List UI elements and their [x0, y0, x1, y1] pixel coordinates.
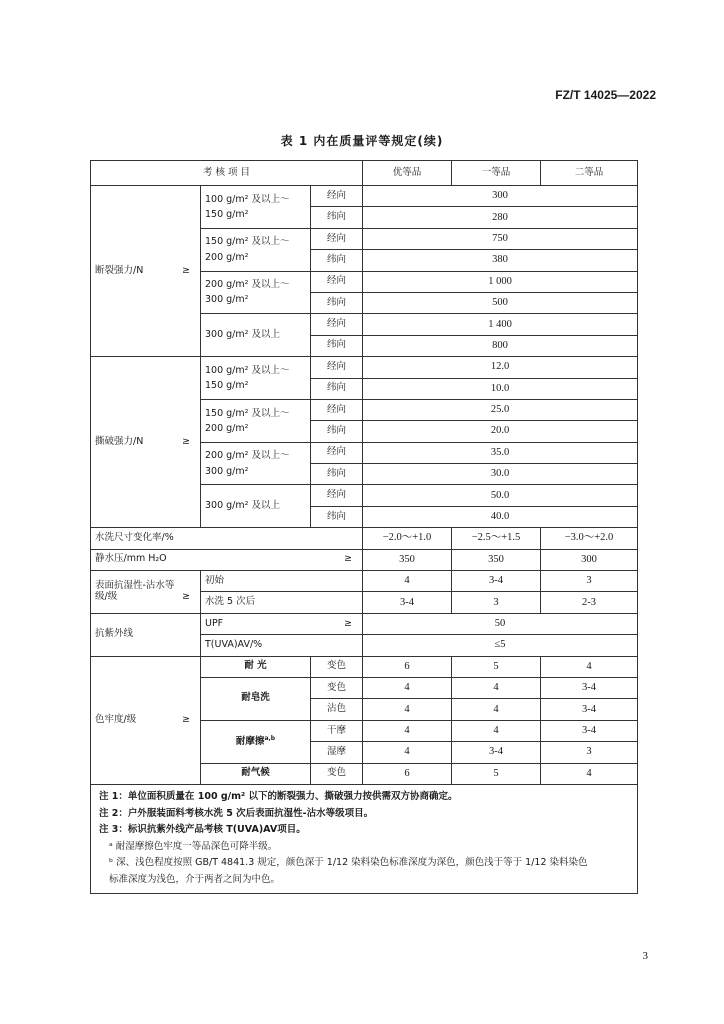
surface-initial-second: 3: [541, 571, 638, 592]
hydrostatic-label: 静水压/mm H₂O: [95, 553, 167, 565]
breaking-ge: ≥: [182, 264, 190, 276]
rub-wet-label: 湿摩: [311, 742, 363, 763]
surface-ge: ≥: [182, 590, 190, 602]
light-excellent: 6: [363, 656, 452, 677]
hydrostatic-first: 350: [452, 549, 541, 570]
uv-tuva-value: ≤5: [363, 635, 638, 656]
rub-dry-first: 4: [452, 720, 541, 741]
breaking-range-1: 100 g/m² 及以上～ 150 g/m²: [201, 186, 311, 229]
direction-weft: 纬向: [311, 292, 363, 313]
light-change: 变色: [311, 656, 363, 677]
quality-table: [90, 160, 638, 894]
table-row: [91, 613, 638, 634]
soap-change-excellent: 4: [363, 677, 452, 698]
soap-stain-second: 3-4: [541, 699, 638, 720]
direction-warp: 经向: [311, 442, 363, 463]
soap-change-second: 3-4: [541, 677, 638, 698]
notes-row: [91, 784, 638, 893]
uv-tuva-label: T(UVA)AV/%: [201, 635, 363, 656]
table-row: [91, 186, 638, 207]
table-row: [91, 357, 638, 378]
direction-warp: 经向: [311, 314, 363, 335]
rub-label: 耐摩擦: [235, 735, 265, 747]
rub-wet-first: 3-4: [452, 742, 541, 763]
direction-weft: 纬向: [311, 464, 363, 485]
surface-label-line2: 级/级: [95, 590, 118, 602]
uv-upf-value: 50: [363, 613, 638, 634]
surface-initial-label: 初始: [201, 571, 363, 592]
rub-cell: [201, 720, 311, 763]
light-label: 耐 光: [201, 656, 311, 677]
footnote-b-line2: 标准深度为浅色，介于两者之间为中色。: [109, 874, 281, 886]
notes-cell: [91, 784, 638, 893]
uv-upf-ge: ≥: [344, 617, 352, 629]
direction-weft: 纬向: [311, 421, 363, 442]
value-cell: 12.0: [363, 357, 638, 378]
value-cell: 1 400: [363, 314, 638, 335]
tearing-ge: ≥: [182, 435, 190, 447]
weather-change: 变色: [311, 763, 363, 784]
uv-upf-label: UPF: [205, 617, 224, 629]
header-item: 考 核 项 目: [91, 161, 363, 186]
rub-dry-label: 干摩: [311, 720, 363, 741]
colorfastness-label: 色牢度/级: [95, 713, 137, 725]
direction-warp: 经向: [311, 357, 363, 378]
surface-initial-first: 3-4: [452, 571, 541, 592]
page-number: 3: [642, 950, 648, 962]
shrinkage-label: 水洗尺寸变化率/%: [91, 528, 363, 549]
direction-weft: 纬向: [311, 506, 363, 527]
footnote-b-line1: ᵇ 深、浅色程度按照 GB/T 4841.3 规定，颜色深于 1/12 染料染色标准深度为深色，颜色浅于等于 1/12 染料染色: [109, 857, 588, 869]
shrinkage-excellent: −2.0～+1.0: [363, 528, 452, 549]
direction-weft: 纬向: [311, 207, 363, 228]
tearing-category: [91, 357, 201, 528]
rub-dry-excellent: 4: [363, 720, 452, 741]
hydrostatic-excellent: 350: [363, 549, 452, 570]
value-cell: 1 000: [363, 271, 638, 292]
breaking-range-4: 300 g/m² 及以上: [201, 314, 311, 357]
note-2: 注 2：户外服装面料考核水洗 5 次后表面抗湿性-沾水等级项目。: [99, 807, 374, 819]
surface-label-line1: 表面抗湿性-沾水等: [95, 580, 175, 591]
tearing-label: 撕破强力/N: [95, 435, 144, 447]
hydrostatic-ge: ≥: [344, 553, 352, 565]
value-cell: 280: [363, 207, 638, 228]
breaking-category: [91, 186, 201, 357]
soap-change-label: 变色: [311, 677, 363, 698]
rub-dry-second: 3-4: [541, 720, 638, 741]
table-row: [91, 528, 638, 549]
table-row: [91, 656, 638, 677]
direction-weft: 纬向: [311, 250, 363, 271]
note-3: 注 3：标识抗紫外线产品考核 T(UVA)AV项目。: [99, 824, 306, 836]
light-first: 5: [452, 656, 541, 677]
weather-second: 4: [541, 763, 638, 784]
rub-footnote-mark: a,b: [264, 734, 276, 742]
light-second: 4: [541, 656, 638, 677]
value-cell: 380: [363, 250, 638, 271]
soap-stain-first: 4: [452, 699, 541, 720]
value-cell: 40.0: [363, 506, 638, 527]
surface-after-wash-excellent: 3-4: [363, 592, 452, 613]
breaking-range-3: 200 g/m² 及以上～ 300 g/m²: [201, 271, 311, 314]
hydrostatic-category: [91, 549, 363, 570]
value-cell: 800: [363, 335, 638, 356]
soap-change-first: 4: [452, 677, 541, 698]
header-first: 一等品: [452, 161, 541, 186]
table-row: [91, 549, 638, 570]
direction-warp: 经向: [311, 485, 363, 506]
table-title: 表 1 内在质量评等规定(续): [280, 134, 444, 148]
direction-warp: 经向: [311, 228, 363, 249]
value-cell: 300: [363, 186, 638, 207]
breaking-range-2: 150 g/m² 及以上～ 200 g/m²: [201, 228, 311, 271]
breaking-label: 断裂强力/N: [95, 264, 144, 276]
direction-warp: 经向: [311, 186, 363, 207]
shrinkage-second: −3.0～+2.0: [541, 528, 638, 549]
value-cell: 35.0: [363, 442, 638, 463]
shrinkage-first: −2.5～+1.5: [452, 528, 541, 549]
soap-stain-excellent: 4: [363, 699, 452, 720]
tearing-range-3: 200 g/m² 及以上～ 300 g/m²: [201, 442, 311, 485]
direction-weft: 纬向: [311, 335, 363, 356]
rub-wet-excellent: 4: [363, 742, 452, 763]
value-cell: 10.0: [363, 378, 638, 399]
tearing-range-4: 300 g/m² 及以上: [201, 485, 311, 528]
note-1: 注 1：单位面积质量在 100 g/m² 以下的断裂强力、撕破强力按供需双方协商确定。: [99, 790, 458, 802]
surface-after-wash-label: 水洗 5 次后: [201, 592, 363, 613]
header-excellent: 优等品: [363, 161, 452, 186]
weather-excellent: 6: [363, 763, 452, 784]
value-cell: 30.0: [363, 464, 638, 485]
rub-wet-second: 3: [541, 742, 638, 763]
colorfastness-ge: ≥: [182, 713, 190, 725]
weather-first: 5: [452, 763, 541, 784]
weather-label: 耐气候: [201, 763, 311, 784]
table-header-row: [91, 161, 638, 186]
soap-label: 耐皂洗: [201, 677, 311, 720]
value-cell: 750: [363, 228, 638, 249]
value-cell: 20.0: [363, 421, 638, 442]
uv-upf-cell: [201, 613, 363, 634]
soap-stain-label: 沾色: [311, 699, 363, 720]
uv-label: 抗紫外线: [91, 613, 201, 656]
standard-code: FZ/T 14025—2022: [555, 88, 656, 102]
tearing-range-2: 150 g/m² 及以上～ 200 g/m²: [201, 399, 311, 442]
surface-initial-excellent: 4: [363, 571, 452, 592]
surface-category: [91, 571, 201, 614]
surface-after-wash-first: 3: [452, 592, 541, 613]
colorfastness-category: [91, 656, 201, 784]
direction-weft: 纬向: [311, 378, 363, 399]
value-cell: 500: [363, 292, 638, 313]
direction-warp: 经向: [311, 399, 363, 420]
direction-warp: 经向: [311, 271, 363, 292]
hydrostatic-second: 300: [541, 549, 638, 570]
footnote-a: ᵃ 耐湿摩擦色牢度一等品深色可降半级。: [109, 840, 278, 852]
surface-after-wash-second: 2-3: [541, 592, 638, 613]
value-cell: 25.0: [363, 399, 638, 420]
table-row: [91, 571, 638, 592]
header-second: 二等品: [541, 161, 638, 186]
tearing-range-1: 100 g/m² 及以上～ 150 g/m²: [201, 357, 311, 400]
value-cell: 50.0: [363, 485, 638, 506]
